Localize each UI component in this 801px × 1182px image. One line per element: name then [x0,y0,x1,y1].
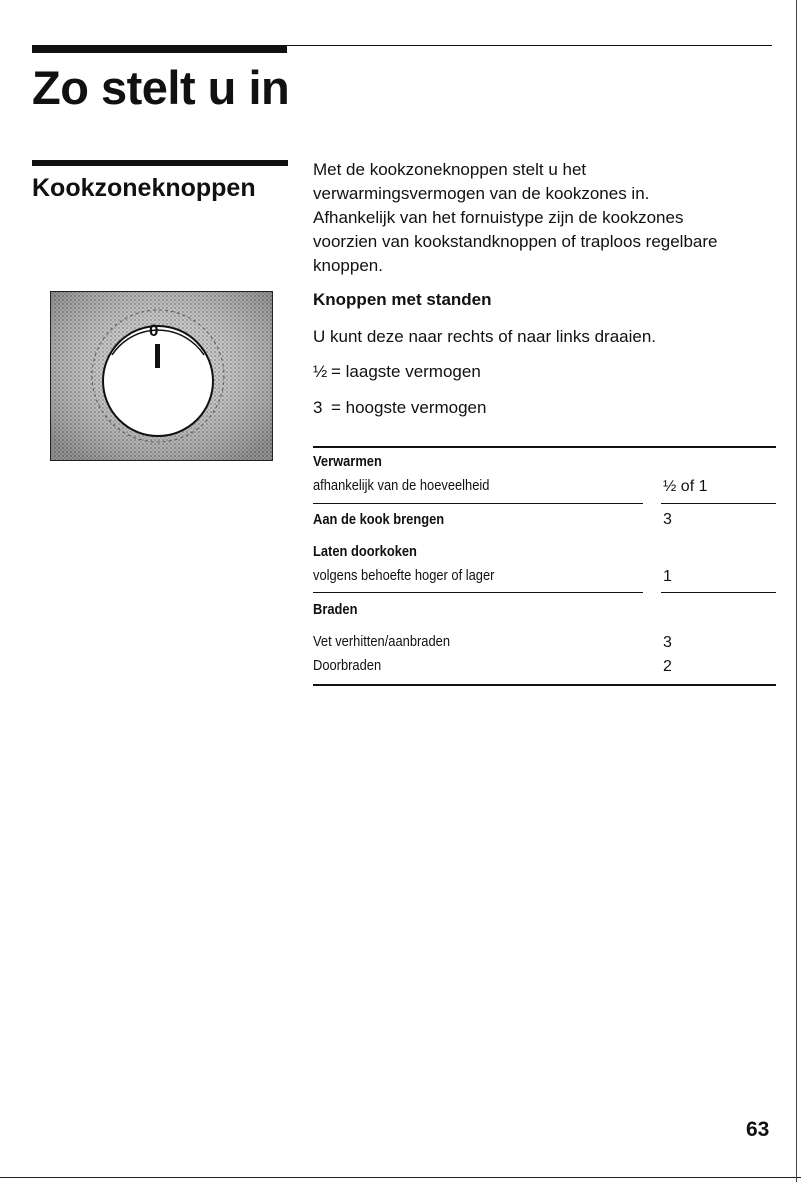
knob-illustration [50,291,273,461]
lowest-setting-text: = laagste vermogen [331,362,481,381]
row-braden-item-value: 3 [663,634,672,651]
row-aan-de-kook-value: 3 [663,511,672,528]
page-bottom-rule [0,1177,801,1178]
knob-mark-label: 0 [149,321,159,340]
cooktop-knob-icon [50,291,273,461]
row-braden-item-value: 2 [663,658,672,675]
subheading: Knoppen met standen [313,290,492,309]
section-bar [32,160,288,166]
intro-line: Met de kookzoneknoppen stelt u het [313,160,587,179]
page-title: Zo stelt u in [32,61,290,114]
row-braden-item: Vet verhitten/aanbraden [313,633,450,650]
settings-table [313,446,776,686]
row-divider [313,592,643,593]
header-rule [287,45,772,46]
row-divider-value [661,503,776,504]
intro-paragraph [313,158,783,278]
section-heading: Kookzoneknoppen [32,174,256,202]
page-number: 63 [746,1118,770,1141]
row-laten-doorkoken-desc: volgens behoefte hoger of lager [313,567,495,584]
table-top-rule [313,446,776,448]
row-braden-item: Doorbraden [313,657,382,674]
highest-setting-text: = hoogste vermogen [331,398,487,417]
row-laten-doorkoken-value: 1 [663,568,672,585]
table-bottom-rule [313,684,776,686]
header-bar [32,45,287,53]
row-verwarmen-value: ½ of 1 [663,478,708,495]
intro-line: knoppen. [313,256,383,275]
row-braden-title: Braden [313,601,358,618]
row-divider [313,503,643,504]
row-aan-de-kook-title: Aan de kook brengen [313,511,445,528]
lowest-setting-symbol: ½ [313,362,328,381]
row-verwarmen-title: Verwarmen [313,453,382,470]
lowest-setting-line [313,360,481,384]
turn-instruction: U kunt deze naar rechts of naar links draaien. [313,327,657,346]
row-laten-doorkoken-title: Laten doorkoken [313,543,417,560]
page-edge [796,0,797,1182]
highest-setting-line [313,396,486,420]
row-divider-value [661,592,776,593]
intro-line: voorzien van kookstandknoppen of traploos regelbare [313,232,718,251]
intro-line: verwarmingsvermogen van de kookzones in. [313,184,650,203]
highest-setting-symbol: 3 [313,398,323,417]
row-verwarmen-desc: afhankelijk van de hoeveelheid [313,477,490,494]
intro-line: Afhankelijk van het fornuistype zijn de kookzones [313,208,684,227]
